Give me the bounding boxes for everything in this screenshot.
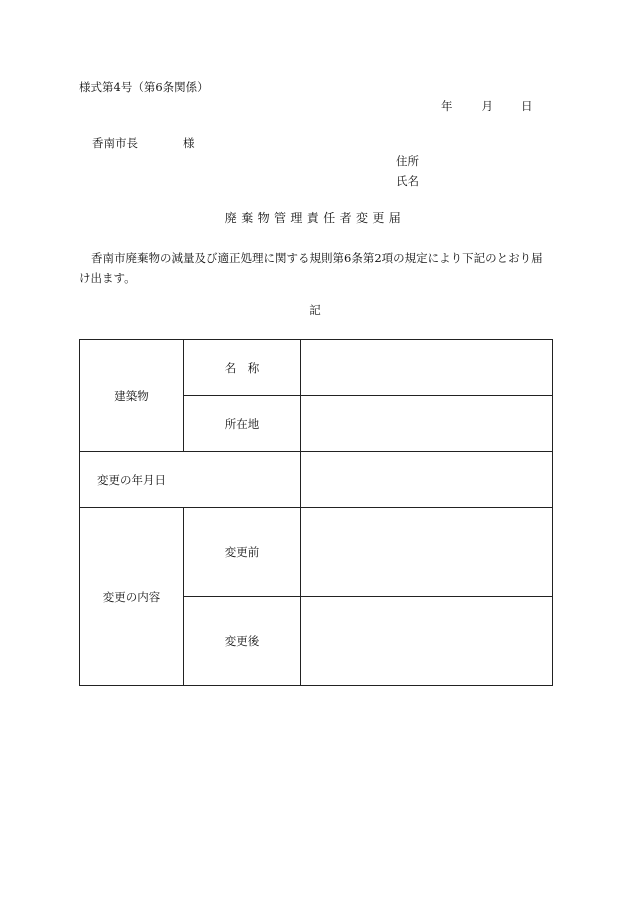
table-row <box>80 508 553 597</box>
date-month-label: 月 <box>481 99 493 113</box>
after-change-value[interactable] <box>301 597 553 686</box>
applicant-name-label: 氏名 <box>396 174 419 188</box>
table-row <box>80 452 553 508</box>
after-change-label: 変更後 <box>184 597 301 686</box>
document-title: 廃棄物管理責任者変更届 <box>224 211 406 225</box>
date-year-label: 年 <box>441 99 453 113</box>
body-text: 香南市廃棄物の減量及び適正処理に関する規則第6条第2項の規定により下記のとおり届け出ます。 <box>79 251 543 285</box>
address-label: 住所 <box>396 154 419 168</box>
date-line <box>441 101 533 113</box>
table-row <box>80 340 553 396</box>
ki-heading: 記 <box>309 303 321 317</box>
building-name-value[interactable] <box>301 340 553 396</box>
before-change-value[interactable] <box>301 508 553 597</box>
change-date-value[interactable] <box>301 452 553 508</box>
change-content-label: 変更の内容 <box>80 508 184 686</box>
change-date-label: 変更の年月日 <box>80 452 301 508</box>
building-location-label: 所在地 <box>184 396 301 452</box>
before-change-label: 変更前 <box>184 508 301 597</box>
date-day-label: 日 <box>521 99 533 113</box>
building-name-label: 名 称 <box>184 340 301 396</box>
addressee-honorific: 様 <box>183 136 195 150</box>
addressee <box>92 138 195 150</box>
details-table <box>79 339 553 686</box>
building-location-value[interactable] <box>301 396 553 452</box>
addressee-name: 香南市長 <box>92 136 138 150</box>
building-label: 建築物 <box>80 340 184 452</box>
form-number: 様式第4号（第6条関係） <box>79 80 209 94</box>
